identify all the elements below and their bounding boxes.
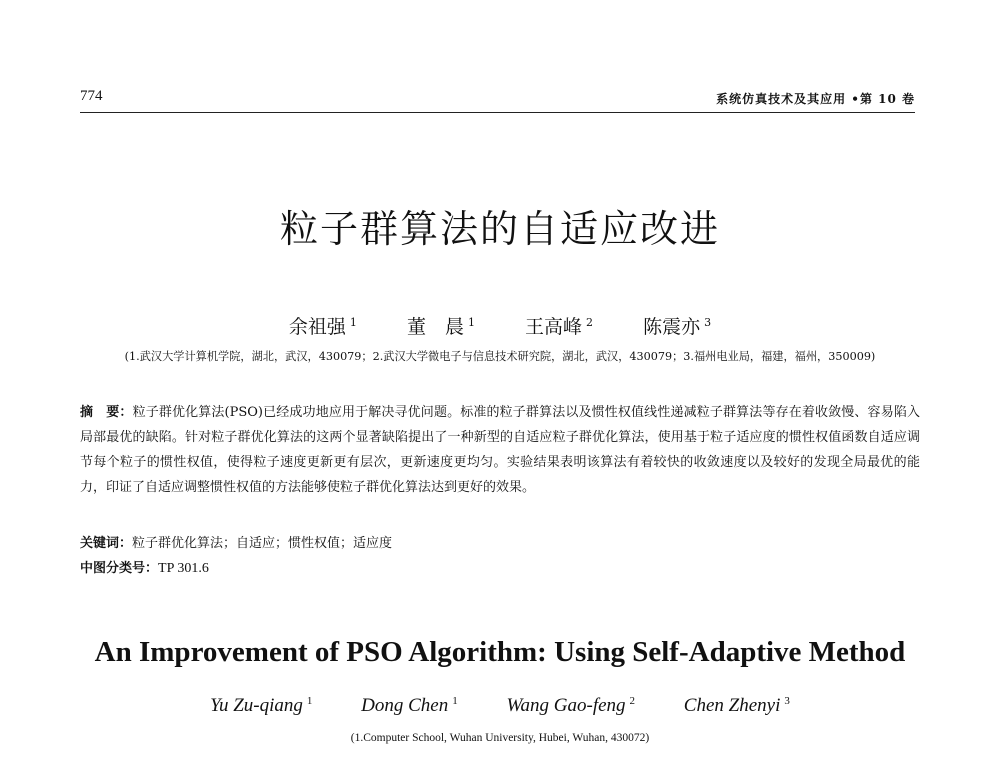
classification-label: 中图分类号： bbox=[80, 561, 159, 576]
abstract-label: 摘 要： bbox=[80, 405, 133, 420]
classification-number bbox=[80, 557, 209, 577]
author-cn: 董 晨 $^1$ bbox=[406, 315, 475, 338]
keywords-text: 粒子群优化算法；自适应；惯性权值；适应度 bbox=[132, 536, 393, 551]
affiliation-english: (1.Computer School, Wuhan University, Hubei, Wuhan, 430072) bbox=[350, 732, 650, 744]
author-en: Yu Zu-qiang $^1$ bbox=[210, 695, 313, 717]
abstract bbox=[80, 400, 920, 500]
title-english: An Improvement of PSO Algorithm: Using Self-Adaptive Method bbox=[94, 636, 906, 668]
author-en: Dong Chen $^1$ bbox=[361, 695, 458, 717]
running-header bbox=[80, 88, 915, 113]
author-en: Chen Zhenyi $^3$ bbox=[683, 695, 790, 717]
keywords-label: 关键词： bbox=[80, 536, 133, 551]
classification-value: TP 301.6 bbox=[158, 561, 209, 576]
author-cn: 余祖强 $^1$ bbox=[288, 315, 357, 338]
keywords bbox=[80, 532, 392, 551]
author-en: Wang Gao-feng $^2$ bbox=[506, 695, 636, 717]
abstract-text: 粒子群优化算法(PSO)已经成功地应用于解决寻优问题。标准的粒子群算法以及惯性权值线性递减粒子群算法等存在着收敛慢、容易陷入局部最优的缺陷。针对粒子群优化算法的这两个显著缺陷提出了一种新型的自适应粒子群优化算法，使用基于粒子适应度的惯性权值函数自适应调节每个粒子的惯性权值，使得粒子速度更新更有层次，更新速度更均匀。实验结果表明该算法有着较快的收敛速度以及较好的发现全局最优的能力，印证了自适应调整惯性权值的方法能够使粒子群优化算法达到更好的效果。 bbox=[80, 405, 920, 495]
authors-chinese bbox=[0, 312, 1000, 339]
affiliation-chinese: (1.武汉大学计算机学院，湖北，武汉，430079；2.武汉大学微电子与信息技术研究院，湖北，武汉，430079；3.福州电业局，福建，福州，350009) bbox=[124, 350, 876, 363]
page-number: 774 bbox=[80, 88, 103, 104]
author-cn: 王高峰 $^2$ bbox=[525, 315, 594, 338]
author-cn: 陈震亦 $^3$ bbox=[643, 315, 712, 338]
title-chinese: 粒子群算法的自适应改进 bbox=[279, 207, 720, 251]
journal-name: 系统仿真技术及其应用 •第 10 卷 bbox=[716, 92, 915, 106]
authors-english bbox=[0, 695, 1000, 717]
